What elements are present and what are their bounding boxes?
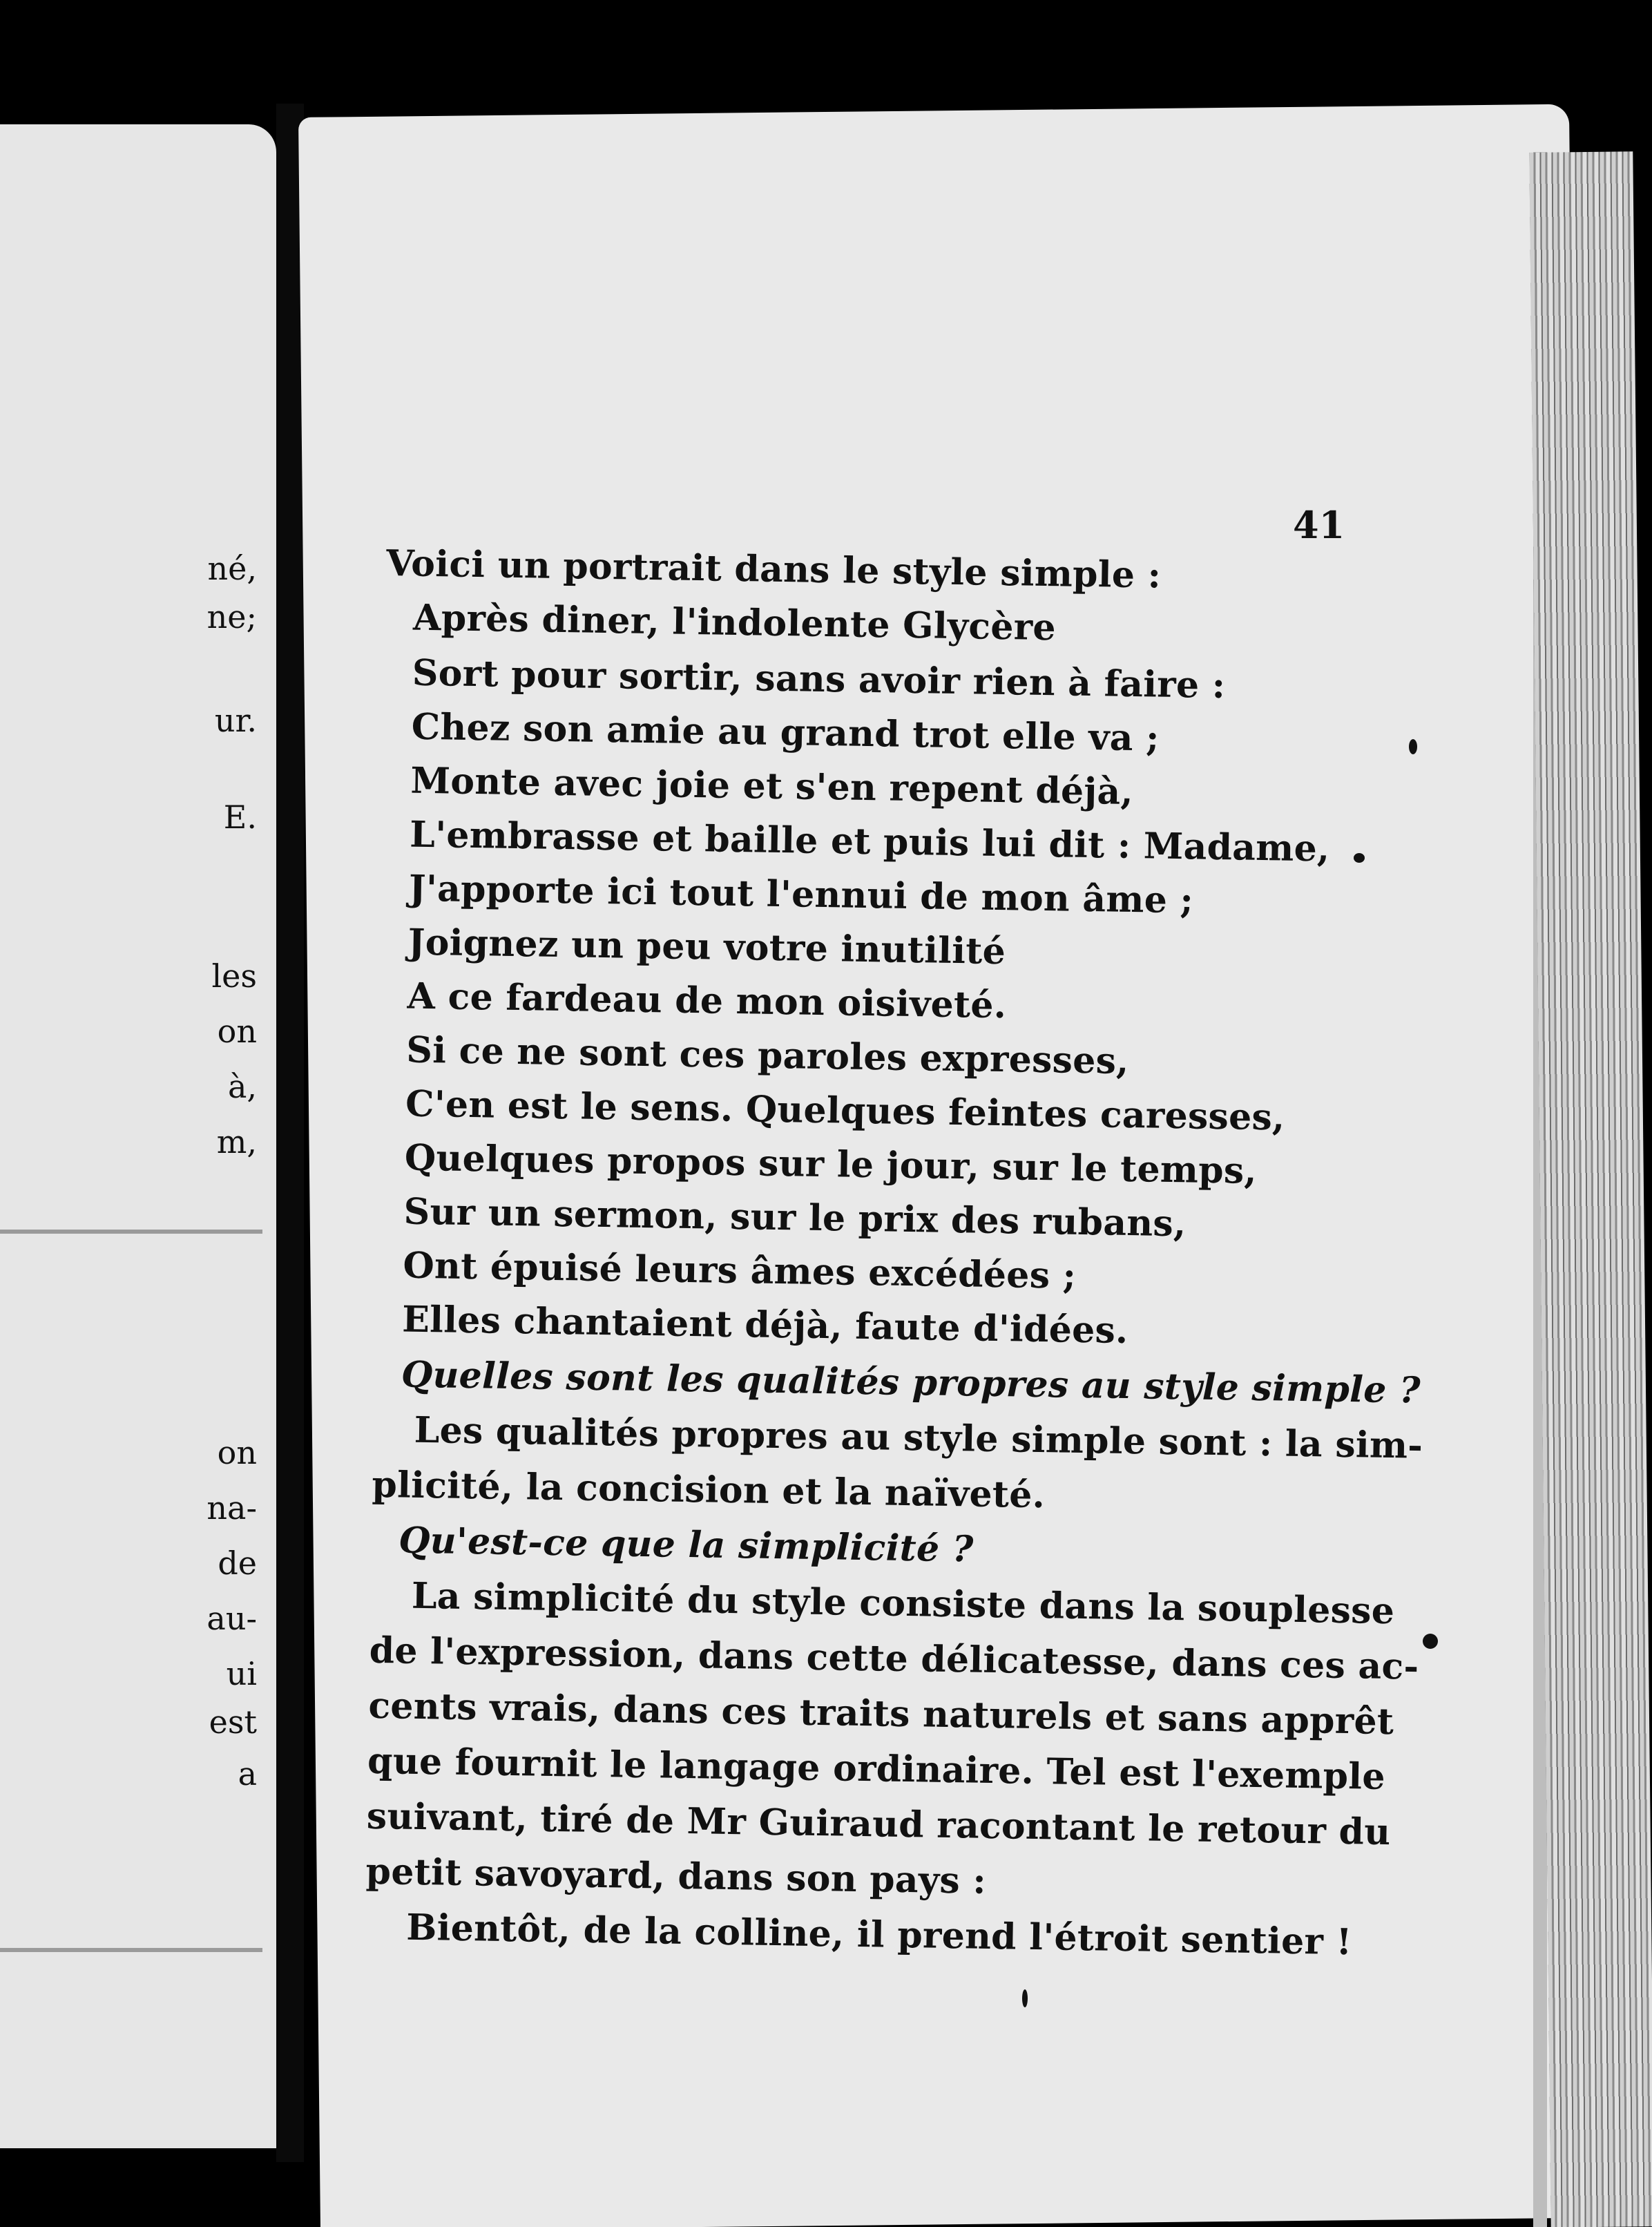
verse-line: Chez son amie au grand trot elle va ; [411,705,1160,760]
verse-line: Quelques propos sur le jour, sur le temps, [404,1136,1258,1192]
text-line: Les qualités propres au style simple sont : la sim- [414,1408,1423,1467]
text-line: plicité, la concision et la naïveté. [372,1463,1046,1517]
text-line: petit savoyard, dans son pays : [365,1850,987,1902]
text-line: Voici un portrait dans le style simple : [385,542,1162,597]
book-gutter [276,104,304,2162]
left-page-edge-line [0,1948,262,1952]
ink-speck [1409,739,1417,754]
verse-line: Sur un sermon, sur le prix des rubans, [403,1190,1187,1245]
text-line: de l'expression, dans cette délicatesse, dans ces ac- [369,1629,1419,1688]
verse-line: Monte avec joie et s'en repent déjà, [410,759,1134,814]
ink-speck [1354,853,1365,863]
verse-line: A ce fardeau de mon oisiveté. [407,975,1007,1027]
question-line: Qu'est-ce que la simplicité ? [398,1519,974,1571]
question-line: Quelles sont les qualités propres au style simple ? [401,1353,1421,1412]
verse-line: C'en est le sens. Quelques feintes caresses, [405,1082,1285,1139]
text-line: cents vrais, dans ces traits naturels et sans apprêt [367,1684,1394,1743]
verse-line: Après diner, l'indolente Glycère [412,596,1057,649]
left-page-edge-line [0,1230,262,1234]
text-line: suivant, tiré de Mr Guiraud racontant le retour du [366,1795,1391,1854]
ink-speck [1022,1989,1028,2007]
verse-line: Elles chantaient déjà, faute d'idées. [401,1298,1128,1352]
ink-speck [1423,1634,1438,1649]
verse-line: Joignez un peu votre inutilité [407,921,1006,973]
verse-line: L'embrasse et baille et puis lui dit : Madame, [409,813,1330,870]
text-line: La simplicité du style consiste dans la souplesse [411,1574,1395,1633]
verse-line: J'apporte ici tout l'ennui de mon âme ; [408,867,1194,922]
page-number: 41 [1293,503,1345,547]
text-line: que fournit le langage ordinaire. Tel est l'exemple [367,1739,1386,1798]
verse-line: Si ce ne sont ces paroles expresses, [405,1029,1130,1082]
verse-line: Sort pour sortir, sans avoir rien à faire : [412,651,1226,707]
text-line: Bientôt, de la colline, il prend l'étroit sentier ! [405,1906,1353,1964]
verse-line: Ont épuisé leurs âmes excédées ; [402,1244,1077,1297]
page-stack-edges [1529,151,1652,2227]
